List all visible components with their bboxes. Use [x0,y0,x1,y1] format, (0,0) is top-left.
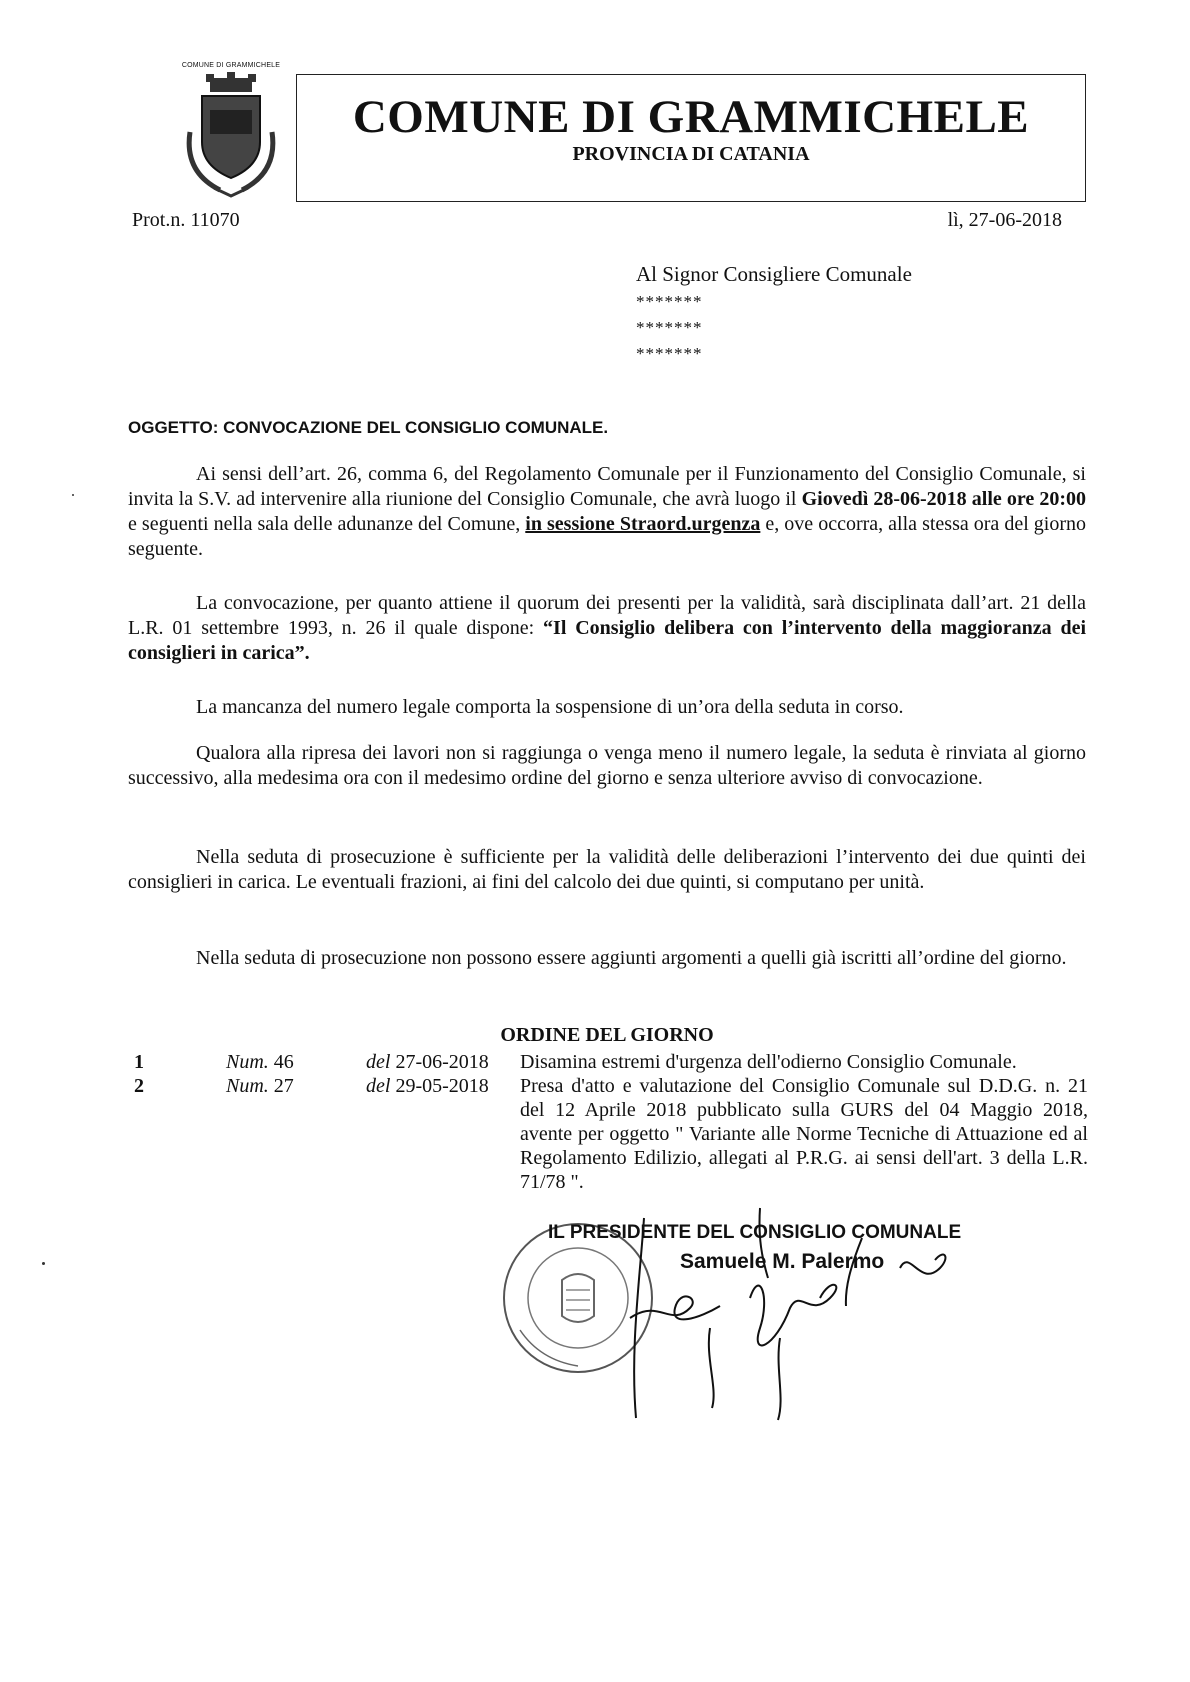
agenda-num: 46 [273,1051,294,1073]
protocol-number: Prot.n. 11070 [132,209,240,231]
document-date: lì, 27-06-2018 [947,209,1062,231]
paragraph-quorum: La convocazione, per quanto attiene il quorum dei presenti per la validità, sarà disciplinata dall’art. 21 della L.R. 01 settembre 1993, n. 26 il quale dispone: “Il Consiglio delibera con l’intervento della maggioranza dei consiglieri in carica”. [128,592,1086,664]
agenda-date: 27-06-2018 [395,1051,489,1073]
agenda-text: Presa d'atto e valutazione del Consiglio Comunale sul D.D.G. n. 21 del 12 Aprile 2018 pubblicato sulla GURS del 04 Maggio 2018, avente per oggetto " Variante alle Norme Tecniche di Attuazione ed al Regolamento Edilizio, allegati al P.R.G. ai sensi dell'art. 3 della L.R. 71/78 ". [520,1075,1088,1193]
agenda-text: Disamina estremi d'urgenza dell'odierno Consiglio Comunale. [520,1051,1017,1073]
paragraph-additional-items: Nella seduta di prosecuzione non possono essere aggiunti argomenti a quelli già iscritti all’ordine del giorno. [196,947,1067,969]
meeting-datetime: Giovedì 28-06-2018 alle ore 20:00 [801,488,1086,510]
agenda-date: 29-05-2018 [395,1075,489,1097]
session-type: in sessione Straord.urgenza [525,513,761,535]
crest-caption: COMUNE DI GRAMMICHELE [181,62,281,69]
recipient-mask: ******* [636,344,703,363]
municipality-title: COMUNE DI GRAMMICHELE [352,91,1030,143]
agenda-num: 27 [273,1075,294,1097]
scan-speck [42,1262,45,1265]
signatory-name: Samuele M. Palermo [680,1250,885,1273]
paragraph-resumption: Qualora alla ripresa dei lavori non si raggiunga o venga meno il numero legale, la seduta è rinviata al giorno successivo, alla medesima ora con il medesimo ordine del giorno e senza ulteriore avviso di convocazione. [128,742,1086,789]
quorum-quote: “Il Consiglio delibera con l’intervento della maggioranza dei consiglieri in carica”. [128,617,1086,664]
agenda-index: 2 [134,1075,144,1097]
subject-line: OGGETTO: CONVOCAZIONE DEL CONSIGLIO COMUNALE. [128,418,609,437]
paragraph-continuation: Nella seduta di prosecuzione è sufficiente per la validità delle deliberazioni l’intervento dei due quinti dei consiglieri in carica. Le eventuali frazioni, ai fini del calcolo dei due quinti, si computano per unità. [128,846,1086,893]
coat-of-arms-icon [180,62,282,202]
agenda-index: 1 [134,1051,144,1073]
handwritten-signature-icon [600,1198,1020,1428]
province-subtitle: PROVINCIA DI CATANIA [572,143,810,165]
signatory-role: IL PRESIDENTE DEL CONSIGLIO COMUNALE [548,1222,962,1243]
recipient-line: Al Signor Consigliere Comunale [636,262,912,286]
scan-speck [72,494,74,496]
paragraph-legal-number: La mancanza del numero legale comporta la sospensione di un’ora della seduta in corso. [196,696,904,718]
paragraph-convocation: Ai sensi dell’art. 26, comma 6, del Regolamento Comunale per il Funzionamento del Consiglio Comunale, si invita la S.V. ad intervenire alla riunione del Consiglio Comunale, che avrà luogo il Giovedì 28-06-2018 alle ore 20:00 e seguenti nella sala delle adunanze del Comune, in sessione Straord.urgenza e, ove occorra, alla stessa ora del giorno seguente. [128,463,1087,560]
recipient-mask: ******* [636,292,703,311]
agenda-title: ORDINE DEL GIORNO [500,1024,714,1046]
recipient-mask: ******* [636,318,703,337]
